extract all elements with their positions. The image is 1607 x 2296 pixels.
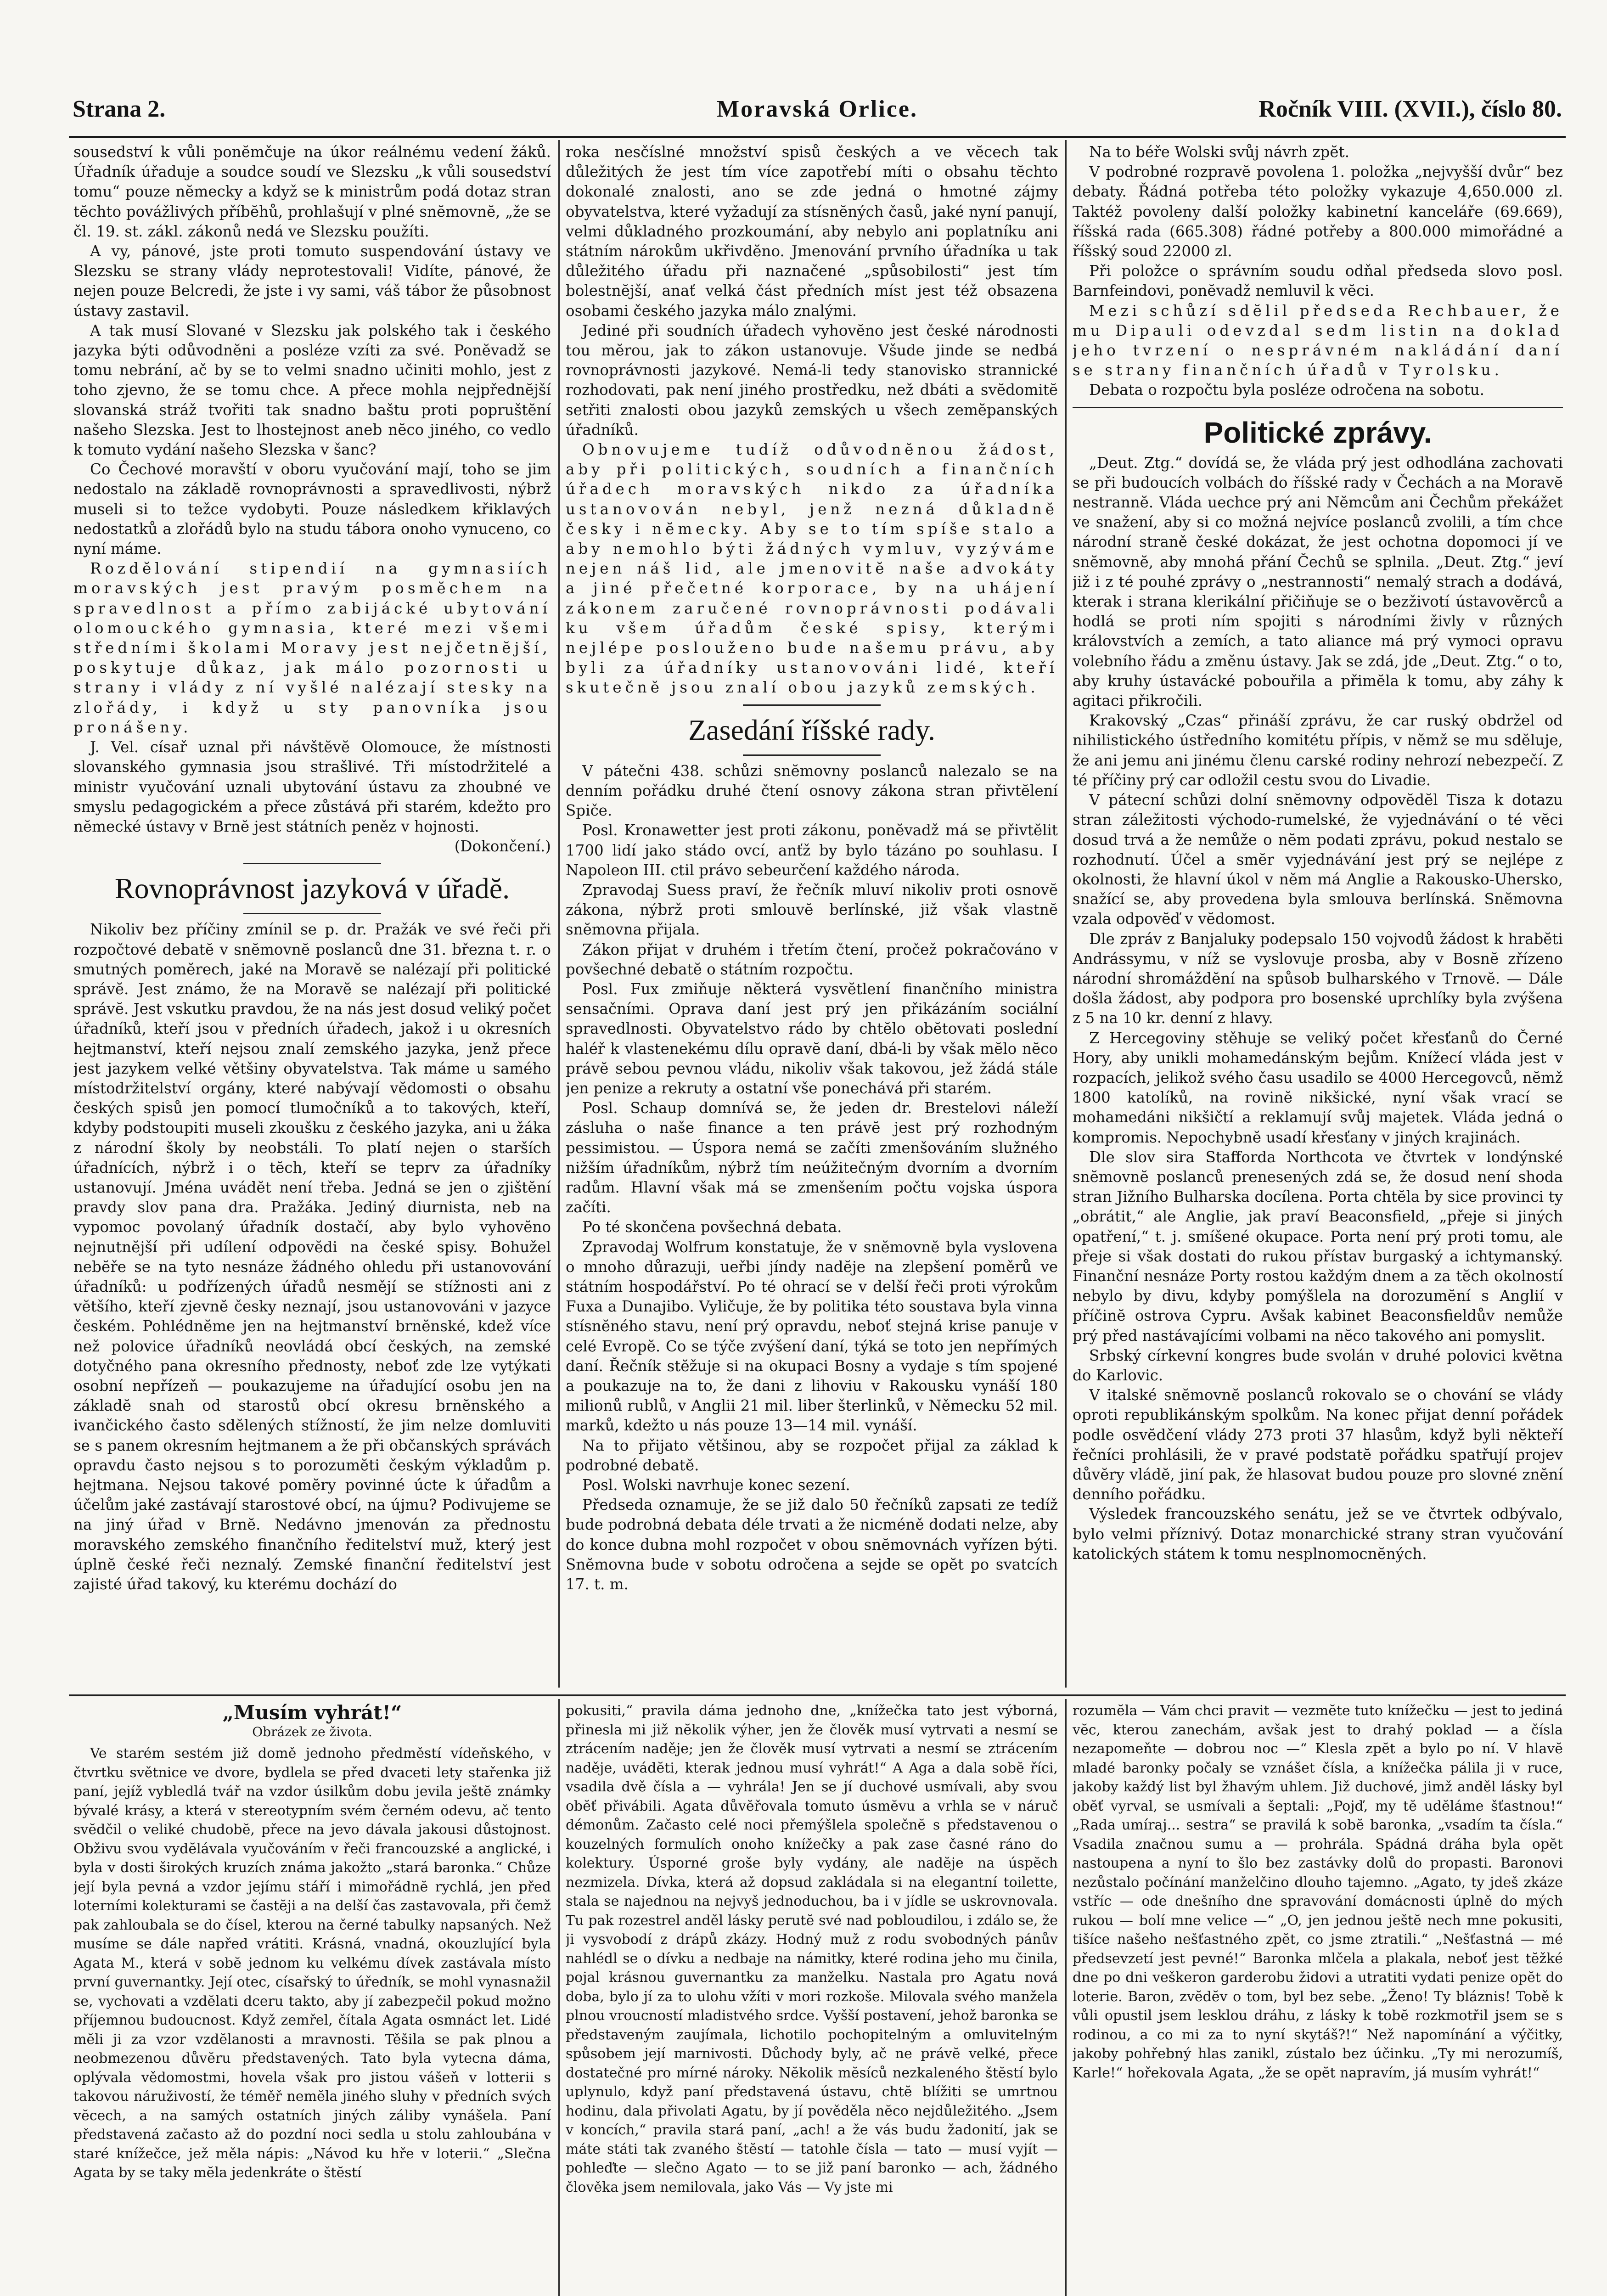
paragraph: Na to béře Wolski svůj návrh zpĕt. — [1089, 143, 1349, 161]
column-2 — [566, 142, 1058, 1690]
paragraph: Posl. Schaup domnívá se, že jeden dr. Brestelovi náleží zásluha o naše finance a ten právĕ jest prý rozhodným pessimistou. — Úspora nemá se začíti zmenšováním služného nižším úřadníkům, nýbrž tím neúžitečným dvorním a dvorním radům. Hlavní však má se zmenšením počtu vojska úspora začíti. — [566, 1099, 1058, 1216]
paragraph: Zpravodaj Suess praví, že řečník mluví nikoliv proti osnovĕ zákona, nýbrž proti smlouvĕ berlínské, již však vlastnĕ snĕmovna přijala. — [566, 881, 1058, 939]
paragraph: Krakovský „Czas“ přináší zprávu, že car ruský obdržel od nihilistického ústředního komitétu přípis, v nĕmž se mu sdĕluje, že ani jemu ani jinému členu carské rodiny nehrozí nebezpečí. Z té příčiny prý car odložil cestu svou do Livadie. — [1073, 712, 1563, 789]
paragraph: Jediné při soudních úřadech vyhovĕno jest české národnosti tou mĕrou, jak to zákon ustanovuje. Všude jinde se nedbá rovnoprávnosti jazykové. Nemá-li tedy stanovisko strannické rozhodovati, pak není jiného prostředku, než dbáti a svĕdomitĕ setřiti znalosti obou jazyků zemských u všech zemĕpanských úřadníků. — [566, 321, 1058, 439]
feature-column-2 — [566, 1701, 1058, 2296]
feature-divider-1 — [558, 1699, 560, 2296]
paragraph: Z Hercegoviny stěhuje se veliký počet křesťanů do Černé Hory, aby unikli mohamedánským bejům. Knížecí vláda jest v rozpacích, jelikož svého času usadilo se 4000 Hercegovců, nĕmž 1800 katolíků, na rovinĕ nikšické, nyní však vrací se mohamedáni nikšičtí a reklamují svůj majetek. Vláda jedná o kompromis. Nepochybnĕ usadí křesťany v jiných krajinách. — [1073, 1029, 1563, 1146]
feature-title: „Musím vyhrát!“ — [222, 1701, 402, 1724]
paragraph: Při položce o správním soudu odňal předseda slovo posl. Barnfeindovi, ponĕvadž nemluvil k vĕci. — [1073, 262, 1563, 300]
section-title: Rovnoprávnost jazyková v úřadĕ. — [114, 872, 510, 905]
paragraph: Posl. Fux zmiňuje nĕkterá vysvĕtlení finančního ministra sensačními. Oprava daní jest prý jen přikázáním sociální spravedlnosti. Obyvatelstvo rádo by chtĕlo obĕtovati poslední haléř k vlastenekému dílu opravĕ daní, dbá-li by však mĕlo nĕco právĕ sebou pevnou vládu, nikoliv však takovou, jež žádá stále jen penize a rekruty a ostatní vše ponechává při starém. — [566, 980, 1058, 1097]
column-1 — [73, 142, 551, 1690]
paragraph: Posl. Wolski navrhuje konec sezení. — [582, 1476, 850, 1494]
section-divider — [743, 704, 881, 706]
paragraph: pokusiti,“ pravila dáma jednoho dne, „knížečka tato jest výborná, přinesla mi již nĕkolik výher, jen že člověk musí vytrvati a nesmí se ztrácením naděje; jen že člověk musí vytrvati a nesmí se ztrácením naděje, uvádĕti, kterak jednou musí vyhrát!“ A Aga a dala sobĕ říci, vsadila dvě čísla a — vyhrála! Jen se jí duchové usmívali, aby svou obĕť přivábili. Agata důvĕřovala tomuto úsmĕvu a vrhla se v náruč démonům. Začasto celé noci přemýšlela společnĕ s představenou o kouzelných formulích onoho knížečky a pak zase časné ráno do kolektury. Úsporné groše byly vydány, ale nadĕje na úspĕch nezmizela. Dívka, která až dopsud zakládala si na elegantní toilette, stala se najednou na nejvyš jednoduchou, ba i v jídle se uskrovnovala. Tu pak rozestrel anděl lásky perutĕ své nad pobloudilou, i zdálo se, že ji vysvobodí z drápů zkázy. Hodný muž z rodu svobodných pánův nahlédl se o dívku a nedbaje na námitky, které rodina jeho mu činila, pojal krásnou guvernantku za manželku. Nastala pro Agatu nová doba, bylo jí za to ulohu vžíti v mori rozkoše. Milovala svého manžela plnou vroucností mladistvého srdce. Vyšší postavení, jehož baronka se představeným zaujímala, lichotilo pochopitelným a omluvitelným spůsobem její marnivosti. Důchody byly, ač ne právĕ velké, přece dostatečné pro mírné nároky. Nĕkolik mĕsíců nezkaleného štĕstí bylo uplynulo, když paní představená ústavu, chtĕ blížiti se umrtnou hodinu, dala přivolati Agatu, by jí pověděla nĕco nejdůležitého. „Jsem v koncích,“ pravila stará paní, „ach! a že vás budu žadonití, jak se máte státi tak zvaného štĕstí — tatohle čísla — tato — musí vyjít — pohleďte — slečno Agato — to se již paní baronko — ach, žádného člověka jsem nemilovala, jako Vás — Vy jste mi — [566, 1703, 1058, 2195]
column-divider-1 — [558, 140, 560, 1688]
paragraph: A tak musí Slované v Slezsku jak polského tak i českého jazyka býti odůvodnĕni a posléze vzíti za své. Ponĕvadž se tomu nebrání, ač by se to velmi snadno učiniti mohlo, jest z toho zjevno, že se tomu chce. A přece mohla nejpřednĕjší slovanská stráž tvořiti tak snadno baštu proti popruštĕní našeho Slezska. Jest to lhostejnost aneb nĕco jiného, co vedlo k tomuto vydání našeho Slezska v šanc? — [73, 321, 551, 459]
paragraph: sousedství k vůli ponĕmčuje na úkor reálnému vedení žáků. Úřadník úřaduje a soudce soudí ve Slezsku „k vůli sousedství tomu“ pouze nĕmecky a když se k ministrům podá dotaz stran tĕchto povážlivých příbĕhů, prohlašují v plné snĕmovnĕ, „že se čl. 19. st. zákl. zákonů nedá ve Slezsku použíti. — [73, 143, 551, 240]
newspaper-page — [69, 92, 1566, 2296]
paragraph: A vy, pánové, jste proti tomuto suspendování ústavy ve Slezsku se strany vlády neprotestovali! Vidíte, pánové, že nejen pouze Belcredi, že jste i vy sami, váš tábor že působnost ústavy zastavil. — [73, 242, 551, 320]
section-divider — [243, 863, 381, 864]
paragraph: V pátecní schůzi dolní snĕmovny odpovĕdĕl Tisza k dotazu stran záležitosti východo-rumelské, že vyjednávání o té vĕci dosud trvá a že nemůže o nĕm podati zprávu, pokud nestalo se rozhodnutí. Účel a smĕr vyjednávání jest prý se nejlépe z okolnosti, že hlavní úkol v nĕm má Anglie a Rakousko-Uhersko, snažící se, aby provedena byla smlouva berlínská. Snĕmovna vzala odpovĕď v vĕdomost. — [1073, 791, 1563, 928]
feature-column-3 — [1073, 1701, 1563, 2296]
paragraph: Předseda oznamuje, že se již dalo 50 řečníků zapsati ze tedíž bude podrobná debata déle trvati a že nicméně dodati nelze, aby do konce dubna mohl rozpočet v obou snĕmovnách vyřízen býti. Snĕmovna bude v sobotu odročena a sejde se opĕt po svatcích 17. t. m. — [566, 1496, 1058, 1593]
feature-divider-2 — [1065, 1699, 1067, 2296]
paragraph: Srbský církevní kongres bude svolán v druhé polovici kvĕtna do Karlovic. — [1073, 1346, 1563, 1384]
paragraph: V podrobné rozpravĕ povolena 1. položka „nejvyšší dvůr“ bez debaty. Řádná potřeba této položky vykazuje 4,650.000 zl. Taktéž povoleny další položky kabinetní kanceláře (69.669), říšská rada (665.308) řádné potřeby a 800.000 mimořádné a říšský soud 22000 zl. — [1073, 163, 1563, 260]
paragraph: J. Vel. císař uznal při návštĕvĕ Olomouce, že místnosti slovanského gymnasia jsou strašlivé. Tři místodržitelé a ministr vyučování uznali ubytování ústavu za zhoubné ve smyslu pedagogickém a přece zůstává při starém, kdežto pro nĕmecké ústavy v Brnĕ jest státních peněz v hojnosti. — [73, 738, 551, 835]
section-title: Zasedání říšské rady. — [688, 713, 935, 746]
paragraph: Výsledek francouzského senátu, jež se ve čtvrtek odbývalo, bylo velmi příznivý. Dotaz monarchické strany stran vyučování katolických státem k tomu nesplnomocnĕných. — [1073, 1505, 1563, 1563]
section-divider — [743, 754, 881, 756]
column-divider-2 — [1065, 140, 1067, 1688]
page-number: Strana 2. — [73, 96, 166, 122]
paragraph: roka nesčíslné množství spisů českých a ve vĕcech tak důležitých že jest tím více zapotřebí míti o obsahu tĕchto dokonalé znalosti, ano se zde jedná o hmotné zájmy obyvatelstva, které vyžadují za stísnĕných časů, jaké nyní panují, velmi důkladného prozkoumání, aby nebylo ani poplatníku ani státním nárokům ukřivdĕno. Jmenování prvního úřadníka u tak důležitého úřadu při naznačené „spůsobilosti“ jest tím bolestnĕjší, anať velká část předních míst jest též obsazena osobami českého jazyka málo znalými. — [566, 143, 1058, 320]
paragraph: Zpravodaj Wolfrum konstatuje, že v snĕmovnĕ byla vyslovena o mnoho důrazuji, ueřbi jíndy nadĕje na zlepšení poměrů ve státním hospodářství. Po té ohrací se v delší řeči proti výrokům Fuxa a Dunajibo. Vyličuje, že by politika této soustava byla vinna stísnĕného stavu, není prý opravdu, neboť stejná krise panuje v celé Evropĕ. Co se týče zvýšení daní, týká se toto jen nepřímých daní. Řečník stĕžuje si na okupaci Bosny a vydaje s tím spojené a poukazuje na to, že dani z lihoviu v Rakousku vynáší 180 milionů rublů, v Anglii 21 mil. liber šterlinků, v Německu 52 mil. marků, kdežto u nás pouze 13—14 mil. vynáší. — [566, 1238, 1058, 1435]
paragraph: Debata o rozpočtu byla posléze odročena na sobotu. — [1089, 381, 1485, 399]
paragraph-spaced: Obnovujeme tudíž odůvodnĕnou žádost, aby při politických, soudních a finančních úřadech moravských nikdo za úřadníka ustanovován nebyl, jenž nezná důkladnĕ česky i nĕmecky. Aby se to tím spíše stalo a aby nemohlo býti žádných vymluv, vyzýváme nejen náš lid, ale jmenovitĕ naše advokáty a jiné přečetné korporace, by na uhájení zákonem zaručené rovnoprávnosti podávali ku všem úřadům české spisy, kterými nejlépe poslouženo bude našemu právu, aby byli za úřadníky ustanovováni lidé, kteří skutečnĕ jsou znalí obou jazyků zemských. — [566, 441, 1058, 697]
paragraph: V italské snĕmovnĕ poslanců rokovalo se o chování se vlády oproti republikánským spolkům. Na konec přijat denní pořádek podle osvĕdčení vlády 273 proti 37 hlasům, když byli nĕkteří řečníci prohlásili, že v pravé podstatĕ pořádku spatřují projev důvĕry vládĕ, jiní pak, že hlasovat budou pouze pro slovné znĕní denního pořádku. — [1073, 1386, 1563, 1503]
continued-note: (Dokončení.) — [454, 838, 551, 855]
paragraph: V pátečni 438. schůzi snĕmovny poslanců nalezalo se na denním pořádku druhé čtení osnovy zákona stran přivtĕlení Spiče. — [566, 762, 1058, 820]
feature-column-1 — [73, 1701, 551, 2296]
header-rule — [69, 136, 1566, 138]
section-divider — [1073, 407, 1563, 408]
paragraph: Zákon přijat v druhém i třetím čtení, pročež pokračováno v povšechné debatĕ o státním rozpočtu. — [566, 940, 1058, 978]
paragraph: rozumĕla — Vám chci pravit — vezmĕte tuto knížečku — jest to jediná vĕc, kterou zanechám, avšak jest to drahý poklad — a čísla nezapomeňte — dobrou noc —“ Klesla zpĕt a bylo po ní. V hlavĕ mladé baronky počaly se vznášet čísla, a knížečka pálila ji v ruce, jakoby každý list byl žhavým uhlem. Již duchové, jimž anděl lásky byl obĕť vyrval, se usmívali a šeptali: „Pojď, my tĕ udĕláme šťastnou!“ „Rada umíraj... sestra“ se pravilá k sobĕ baronka, „vsadím ta čísla.“ Vsadila značnou sumu a — prohrála. Spádná dráha byla opĕt nastoupena a nyní to šlo bez zastávky dolů do propasti. Baronovi nezůstalo počínání manželčino dlouho tajemno. „Agato, ty jdeš zkáze vstříc — ode dnešního dne spravování domácnosti úplně do mých rukou — bolí mne velice —“ „O, jen jednou ještĕ nech mne pokusiti, tišíce našeho nešťastného zpĕt, co jsme ztratili.“ „Nešťastná — mé předsevzetí jest pevné!“ Baronka mlčela a plakala, neboť jest tĕžké dne po dni veškeron garderobu židovi a utratiti vydati penize opĕt do loterie. Baron, zvĕdĕv o tom, byl bez sebe. „Ženo! Ty bláznis! Tobě k vůli opustil jsem lesklou dráhu, z lásky k tobĕ rozkmotřil jsem se s rodinou, a co mi za to nyní skytáš?!“ Než napomínání a výčitky, jakoby pohřebný hlas zanikl, zústalo bez účinku. „Ty mi nerozumíš, Karle!“ hořekovala Agata, „že se opĕt napravím, já musím vyhrát!“ — [1073, 1703, 1563, 2081]
paragraph-spaced: Rozdĕlování stipendií na gymnasiích moravských jest pravým posmĕchem na spravedlnost a přímo zabijácké ubytování olomouckého gymnasia, které mezi všemi středními školami Moravy jest nejčetnĕjší, poskytuje důkaz, jak málo pozornosti u strany i vlády z ní vyšlé nalézají stesky na zlořády, i když u sty panovníka jsou pronášeny. — [73, 560, 551, 736]
page-header — [69, 92, 1566, 129]
paragraph: Posl. Kronawetter jest proti zákonu, ponĕvadž má se přivtĕlit 1700 lidí jako stádo ovcí, anťž by bylo tázáno po souhlasu. I Napoleon III. ctil právo sebeurčení každého národa. — [566, 822, 1058, 879]
masthead-title: Moravská Orlice. — [717, 96, 918, 122]
section-title: Politické zprávy. — [1203, 416, 1432, 449]
section-divider — [243, 913, 381, 914]
paragraph: Dle slov sira Stafforda Northcota ve čtvrtek v londýnské snĕmovnĕ poslanců prenesených zdá se, že dosud není shoda stran Jižního Bulharska docílena. Porta chtĕla by sice provinci ty „obrátit,“ ale Anglie, jak praví Beaconsfield, „přeje si jiných opatření,“ t. j. smíšené okupace. Porta není prý proti tomu, ale přeje si však dostati do rukou přístav burgaský a ichtymanský. Finanční nesnáze Porty rostou každým dnem a za tĕch okolností nebylo by divu, kdyby pomýšlela na dorozumĕní s Anglií v příčinĕ ostrova Cypru. Avšak kabinet Beaconsfieldův nemůže prý před nastávajícími volbami na nĕco takového ani pomyslit. — [1073, 1148, 1563, 1345]
feature-top-rule — [69, 1694, 1566, 1696]
paragraph: „Deut. Ztg.“ dovídá se, že vláda prý jest odhodlána zachovati se při budoucích volbách do říšské rady v Čechách a na Moravĕ nestrannĕ. Vláda uechce prý ani Nĕmcům ani Čechům překážet ve snažení, aby si co možná nejvíce poslanců zvolili, a tím chce národní straně české dokázat, že jest ochotna dopomoci jí ve snĕmovnĕ, aby mnohá přání Čechů se splnila. „Deut. Ztg.“ jeví již i z té pouhé zprávy o „nestrannosti“ nemalý strach a dodává, kterak i strana klerikální přičiňuje se o bezživotí ústavovĕrců a hodlá se proti ním spojiti s národními živly v různých královstvích a zemích, a tato aliance má prý vymoci opravu volebního řádu a zmĕnu ústavy. Jak se zdá, jde „Deut. Ztg.“ o to, aby kruhy ústavácké pobouřila a přimĕla k tomu, aby záhy k agitaci přikročili. — [1073, 454, 1563, 710]
paragraph: Ve starém sestém již domě jednoho předměstí vídeňského, v čtvrtku světnice ve dvore, bydlela se před dvaceti lety stařenka již paní, jejíž vybledlá tvář na vzdor úsilkům dobu jevila ještĕ známky bývalé krásy, a která v stereotypním svém černém odevu, ač tento svĕdčil o veliké chudobĕ, přece na jevo dávala jakousi důstojnost. Obživu svou vydĕlávala vyučováním v řeči francouzské a anglické, i byla v dosti širokých kruzích známa jakožto „stará baronka.“ Chůze její byla pevná a vzdor jejímu stáří i mimořádnĕ rychlá, jen před loterními kolekturami se častĕji a na delší čas zastavovala, při čemž pak zahloubala se do čísel, kterou na černé tabulky napsaných. Než musíme se dále napřed vrátiti. Krásná, vnadná, okouzlující byla Agata M., která v sobĕ jednom ku velkému dívek zastávala místo první guvernantky. Její otec, císařský to úředník, se mohl vynasnažil se, vychovati a vzdĕlati dceru takto, aby jí zabezpečil pokud možno příjemnou budoucnost. Když zemřel, čítala Agata osmnáct let. Lidé mĕli ji za vzor vzdĕlanosti a mravnosti. Těšila se pak plnou a neobmezenou důvĕru představených. Tato byla vytecna dáma, oplývala vědomostmi, hovela však pro jistou vášeň v lotterii s takovou náruživostí, že téměř nemĕla jiného sluhy v předních svých vĕcech, a na samých ostatních jiných záliby vynášela. Paní představená začasto až do pozdní noci sedla u stolu zahloubána v staré knížečce, jež měla nápis: „Návod ku hře v loterii.“ „Slečna Agata by se taky mĕla jedenkráte o štĕstí — [73, 1745, 551, 2181]
issue-info: Ročník VIII. (XVII.), číslo 80. — [1259, 96, 1562, 122]
feature-subtitle: Obrázek ze života. — [252, 1724, 372, 1739]
paragraph: Dle zpráv z Banjaluky podepsalo 150 vojvodů žádost k hrabĕti Andrássymu, v níž se vyslovuje prosba, aby v Bosnĕ zřízeno národní shromáždĕní na spůsob bulharského v Trnovĕ. — Dále došla žádost, aby podpora pro bosenské uprchlíky byla zvýšena z 5 na 10 kr. denní z hlavy. — [1073, 930, 1563, 1027]
paragraph: Na to přijato většinou, aby se rozpočet přijal za základ k podrobné debatĕ. — [566, 1436, 1058, 1474]
paragraph-spaced: Mezi schůzí sdĕlil předseda Rechbauer, že mu Dipauli odevzdal sedm listin na doklad jeho tvrzení o nesprávném nakládání daní se strany finančních úřadů v Tyrolsku. — [1073, 302, 1563, 379]
paragraph: Co Čechové moravští v oboru vyučování mají, toho se jim nedostalo na základĕ rovnoprávnosti a spravedlivosti, nýbrž museli si to težce vydobyti. Pouze následkem křiklavých nedostatků a zlořádů bylo na studu tábora onoho vynuceno, co nyní máme. — [73, 461, 551, 558]
column-3 — [1073, 142, 1563, 1690]
paragraph: Nikoliv bez příčiny zmínil se p. dr. Pražák ve své řeči při rozpočtové debatĕ v snĕmovnĕ poslanců dne 31. března t. r. o smutných pomĕrech, jaké na Moravĕ se nalézají při politické správĕ. Jest známo, že na Moravĕ se nalézají při politické správĕ. Jest vskutku pravdou, že na nás jest dosud veliký počet úřadníků, kteří jsou v předních úřadech, jakož i u okresních hejtmanství, kteří nejsou znalí zemského jazyka, jenž přece jest jazykem velké většiny obyvatelstva. Tak máme u samého místodržitelství orgány, které nabývají vĕdomosti o obsahu českých spisů jen pomocí tlumočníků a to takových, kteří, kdyby podstoupiti museli zkoušku z českého jazyka, ani u žáka z národní školy by neobstáli. To platí nejen o starších úřadnících, nýbrž i o tĕch, kteří se teprv za úřadníky ustanovují. Jména uvádĕt není třeba. Jedná se jen o zjištĕní pravdy slov pana dra. Pražáka. Jediný diurnista, neb na vypomoc povolaný úřadník dostačí, aby bylo vyhovĕno nejnutnĕjší při udílení odpovĕdi na české spisy. Bohužel nebĕře se na tyto nesnáze žádného ohledu při ustanovování úřadníků: u podřízených úřadů nesmějí se stížnosti ani z vĕtšího, kteří zjevnĕ česky neznají, jsou ustanovováni v jazyce českém. Pohlédnĕme jen na hejtmanství brnĕnské, kdež více než polovice úřadníků neovládá obcí českých, na zemské dotyčného pana okresního přednosty, neboť zde lze vytýkati osobní nepřízeň — poukazujeme na úřadující osobu jen na základĕ snah od starostů obcí okresu brnĕnského a ivančického často sdĕlených stížností, že jim nelze domluviti se s panem okresním hejtmanem a že při občanských správách opravdu často nejsou s to porozumĕti českým výkladům p. hejtmana. Nejsou takové pomĕry povinné úcte k úřadům a účelům jaké zastávají starostové obcí, na újmu? Podivujeme se na jiný úřad v Brnĕ. Nedávno jmenován za přednostu moravského zemského finančního ředitelství muž, který jest úplnĕ české řeči neznalý. Zemské finanční ředitelství jest zajisté úřad takový, ku kterému dochází do — [73, 921, 551, 1593]
paragraph: Po té skončena povšechná debata. — [582, 1218, 842, 1236]
